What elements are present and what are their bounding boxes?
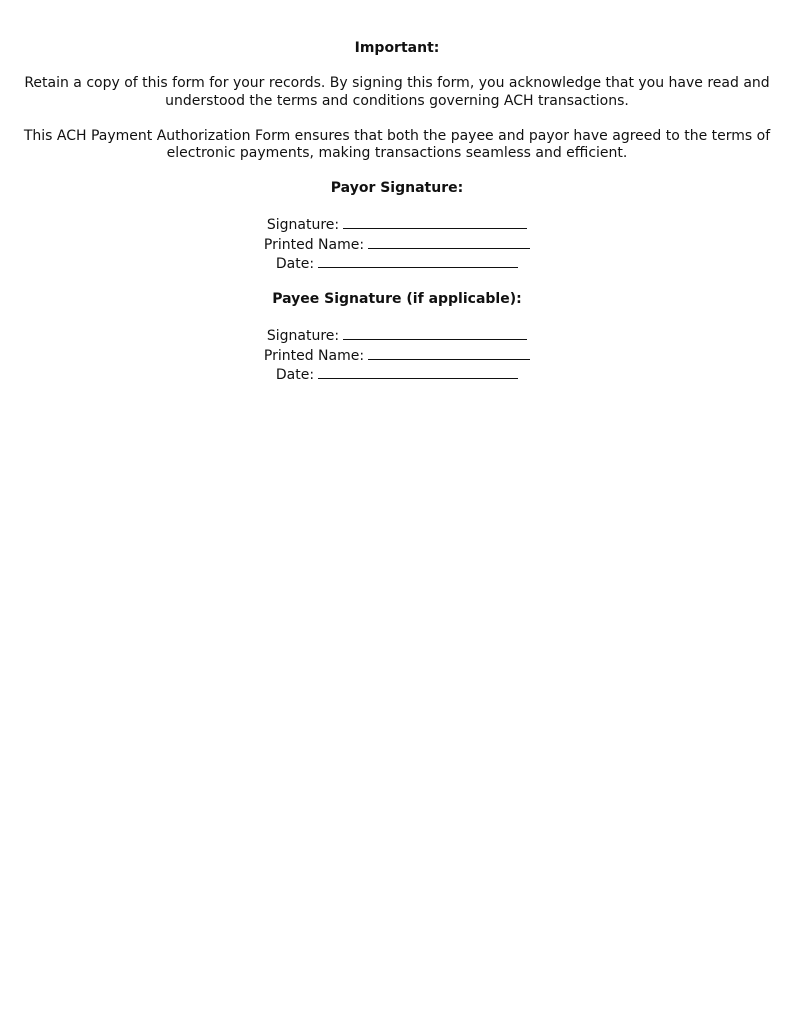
spacer bbox=[14, 163, 780, 181]
spacer bbox=[14, 110, 780, 128]
payee-printed-name-row bbox=[14, 346, 780, 366]
payor-date-row bbox=[14, 254, 780, 274]
ach-form-paragraph: This ACH Payment Authorization Form ensures that both the payee and payor have agreed to the terms of electronic payments, making transactions seamless and efficient. bbox=[23, 127, 771, 161]
payor-signature-block bbox=[14, 215, 780, 274]
payor-printed-name-label: Printed Name: bbox=[263, 236, 365, 253]
payee-date-row bbox=[14, 365, 780, 385]
payor-signature-label: Signature: bbox=[266, 217, 340, 233]
important-heading: Important: bbox=[354, 40, 440, 56]
payee-signature-row bbox=[14, 326, 780, 346]
payee-signature-heading: Payee Signature (if applicable): bbox=[272, 291, 522, 307]
payor-printed-name-row bbox=[14, 235, 780, 255]
payee-signature-label: Signature: bbox=[266, 328, 340, 344]
payee-date-field[interactable] bbox=[318, 365, 518, 379]
payee-signature-block bbox=[14, 326, 780, 385]
payor-printed-name-field[interactable] bbox=[368, 235, 530, 249]
payee-printed-name-field[interactable] bbox=[368, 346, 530, 360]
payor-date-label: Date: bbox=[275, 256, 315, 272]
spacer bbox=[14, 58, 780, 76]
payor-signature-row bbox=[14, 215, 780, 235]
payor-signature-heading: Payor Signature: bbox=[330, 180, 464, 196]
spacer bbox=[14, 198, 780, 216]
payee-printed-name-label: Printed Name: bbox=[263, 347, 365, 364]
spacer bbox=[14, 309, 780, 327]
payee-date-label: Date: bbox=[275, 367, 315, 383]
spacer bbox=[14, 274, 780, 292]
retain-copy-paragraph: Retain a copy of this form for your records. By signing this form, you acknowledge that you have read and understood the terms and conditions governing ACH transactions. bbox=[24, 75, 770, 109]
payor-signature-field[interactable] bbox=[343, 215, 527, 229]
payor-date-field[interactable] bbox=[318, 254, 518, 268]
payee-signature-field[interactable] bbox=[343, 326, 527, 340]
